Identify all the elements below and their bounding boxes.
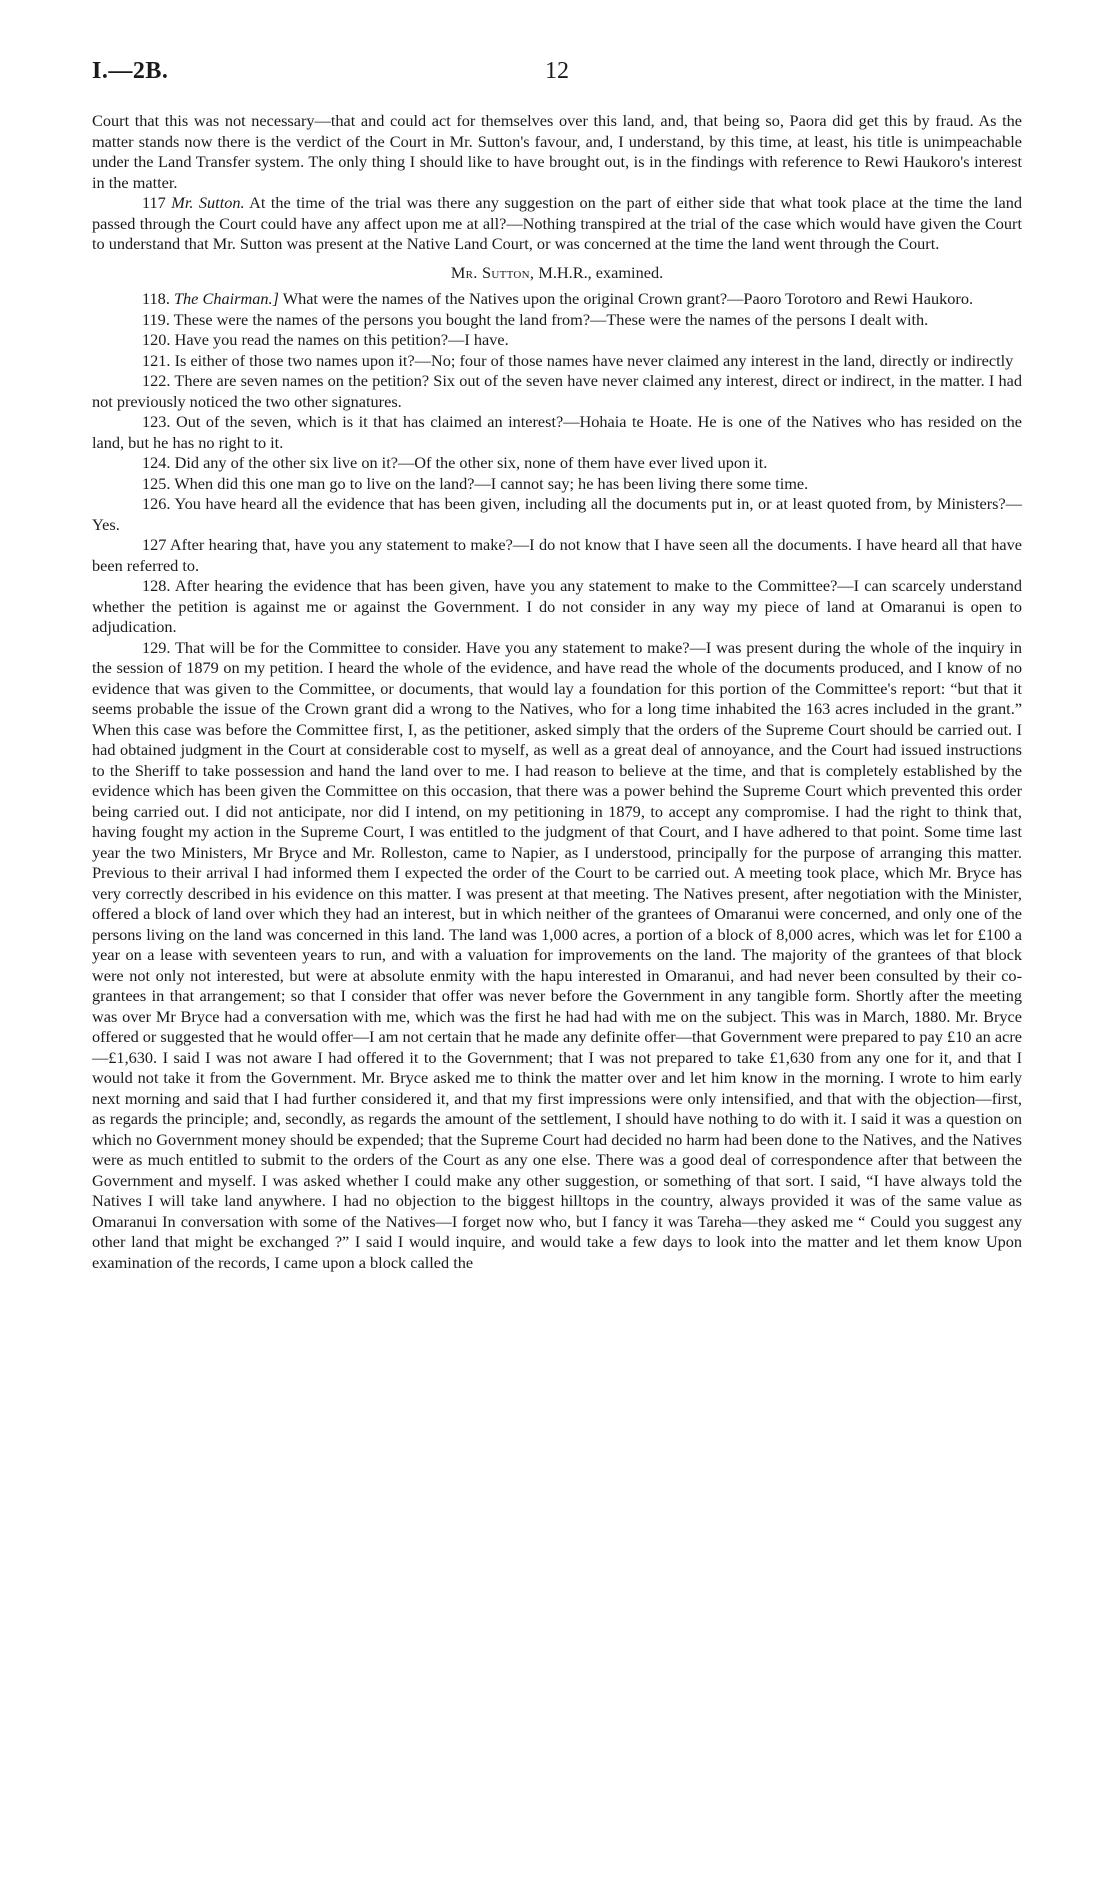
question-129 <box>92 638 1022 1274</box>
question-number: 124. <box>142 453 171 472</box>
question-number: 117 <box>142 193 166 212</box>
paragraph-117 <box>92 193 1022 255</box>
question-number: 118. <box>142 289 170 308</box>
question-119 <box>92 310 1022 331</box>
question-number: 119. <box>142 309 170 329</box>
question-text: Did any of the other six live on it?—Of the other six, none of them have ever lived upon it. <box>174 453 768 472</box>
question-124 <box>92 453 1022 474</box>
question-text: These were the names of the persons you bought the land from?—These were the names of the persons I dealt with. <box>173 309 929 329</box>
question-text: You have heard all the evidence that has been given, including all the documents put in, or at least quoted from, by Ministers?—Yes. <box>92 494 1022 534</box>
question-number: 120. <box>142 330 171 349</box>
speaker-name: Mr. Sutton. <box>171 193 245 212</box>
question-number: 127 <box>142 535 167 554</box>
page-header <box>92 58 1022 98</box>
question-text: That will be for the Committee to consider. Have you any statement to make?—I was present during the whole of the inquiry in the session of 1879 on my petition. I heard the whole of the evidence, and have read the whole of the documents produced, and I know of no evidence that was given to the Committee, or documents, that would lay a foundation for this portion of the Committee's report: “but that it seems probable the issue of the Crown grant did a wrong to the Natives, who for a long time inhabited the 163 acres included in the grant.” When this case was before the Committee first, I, as the petitioner, asked simply that the orders of the Supreme Court should be carried out. I had obtained judgment in the Court at considerable cost to myself, as well as a great deal of annoyance, and the Court had issued instructions to the Sheriff to take possession and hand the land over to me. I had reason to believe at the time, and that is completely established by the evidence which has been given the Committee on this occasion, that there was a power behind the Supreme Court which prevented this order being carried out. I did not anticipate, nor did I intend, on my petitioning in 1879, to accept any compromise. I had the right to think that, having fought my action in the Supreme Court, I was entitled to the judgment of that Court, and I have adhered to that point. Some time last year the two Ministers, Mr Bryce and Mr. Rolleston, came to Napier, as I understood, principally for the purpose of arranging this matter. Previous to their arrival I had informed them I expected the order of the Court to be carried out. A meeting took place, which Mr. Bryce has very correctly described in his evidence on this matter. I was present at that meeting. The Natives present, after negotiation with the Minister, offered a block of land over which they had an interest, but in which neither of the grantees of Omaranui were concerned, and only one of the persons living on the land was concerned in this land. The land was 1,000 acres, a portion of a block of 8,000 acres, which was let for £100 a year on a lease with seventeen years to run, and with a valuation for improvements on the land. The majority of the grantees of that block were not only not interested, but were at absolute enmity with the hapu interested in Omaranui, and had never been consulted by their co-grantees in that arrangement; so that I consider that offer was never before the Government in any tangible form. Shortly after the meeting was over Mr Bryce had a conversation with me, which was the first he had had with me on the subject. This was in March, 1880. Mr. Bryce offered or suggested that he would offer—I am not certain that he made any definite offer—that Government were prepared to pay £10 an acre—£1,630. I said I was not aware I had offered it to the Government; that I was not prepared to take £1,630 from any one for it, and that I would not take it from the Government. Mr. Bryce asked me to think the matter over and let him know in the morning. I wrote to him early next morning and said that I had further considered it, and that my first impressions were only intensified, and that with the objection—first, as regards the principle; and, secondly, as regards the amount of the settlement, I should have nothing to do with it. I said it was a question on which no Government money should be expended; that the Supreme Court had decided no harm had been done to the Natives, and the Natives were as much entitled to submit to the orders of the Court as any one else. There was a good deal of correspondence after that between the Government and myself. I was asked whether I could make any other suggestion, or something of that sort. I said, “I have always told the Natives I will take land anywhere. I had no objection to the biggest hilltops in the country, always provided it was of the same value as Omaranui In conversation with some of the Natives—I forget now who, but I fancy it was Tareha—they asked me “ Could you suggest any other land that might be exchanged ?” I said I would inquire, and would take a few days to look into the matter and let them know Upon examination of the records, I came upon a block called the <box>92 637 1022 1272</box>
question-text: Have you read the names on this petition?—I have. <box>174 330 509 349</box>
question-number: 126. <box>142 494 171 513</box>
question-120 <box>92 330 1022 351</box>
question-126 <box>92 494 1022 535</box>
paragraph-text: At the time of the trial was there any suggestion on the part of either side that what took place at the time the land passed through the Court could have any affect upon me at all?—Nothing transpired at the trial of the case which would have given the Court to understand that Mr. Sutton was present at the Native Land Court, or was concerned at the time the land went through the Court. <box>92 193 1022 253</box>
question-number: 123. <box>142 412 171 431</box>
question-128 <box>92 576 1022 638</box>
question-123 <box>92 412 1022 453</box>
page-body <box>92 111 1022 1273</box>
question-number: 128. <box>142 576 171 595</box>
paragraph-text: Court that this was not necessary—that and could act for themselves over this land, and, that being so, Paora did get this by fraud. As the matter stands now there is the verdict of the Court in Mr. Sutton's favour, and, I understand, by this time, at least, his title is unimpeachable under the Land Transfer system. The only thing I should like to have brought out, is in the findings with reference to Rewi Haukoro's interest in the matter. <box>92 111 1022 192</box>
question-text: After hearing that, have you any statement to make?—I do not know that I have seen all the documents. I have heard all that have been referred to. <box>92 535 1023 575</box>
question-number: 125. <box>142 473 171 493</box>
question-text: Out of the seven, which is it that has claimed an interest?—Hohaia te Hoate. He is one of the Natives who has resided on the land, but he has no right to it. <box>92 412 1022 452</box>
heading-rest: M.H.R., examined. <box>538 262 664 282</box>
section-heading <box>92 263 1022 284</box>
question-127 <box>92 535 1022 576</box>
witness-name: Mr. Sutton, <box>450 262 535 282</box>
document-reference: I.—2B. <box>92 58 169 84</box>
question-text: What were the names of the Natives upon the original Crown grant?—Paoro Torotoro and Rewi Haukoro. <box>282 289 974 308</box>
question-text: There are seven names on the petition? Six out of the seven have never claimed any interest, direct or indirect, in the matter. I had not previously noticed the two other signatures. <box>92 371 1022 411</box>
question-text: Is either of those two names upon it?—No; four of those names have never claimed any interest in the land, directly or indirectly <box>174 350 1014 370</box>
question-125 <box>92 474 1022 495</box>
question-text: After hearing the evidence that has been given, have you any statement to make to the Committee?—I can scarcely understand whether the petition is against me or against the Government. I do not consider in any way my piece of land at Omaranui is open to adjudication. <box>92 576 1022 636</box>
question-121 <box>92 351 1022 372</box>
page-number: 12 <box>545 58 569 84</box>
paragraph-continuation <box>92 111 1022 193</box>
question-text: When did this one man go to live on the land?—I cannot say; he has been living there some time. <box>174 473 809 493</box>
question-number: 122. <box>142 371 171 390</box>
speaker-name: The Chairman.] <box>173 289 279 308</box>
question-118 <box>92 289 1022 310</box>
question-number: 129. <box>142 637 171 657</box>
question-122 <box>92 371 1022 412</box>
question-number: 121. <box>142 350 171 370</box>
